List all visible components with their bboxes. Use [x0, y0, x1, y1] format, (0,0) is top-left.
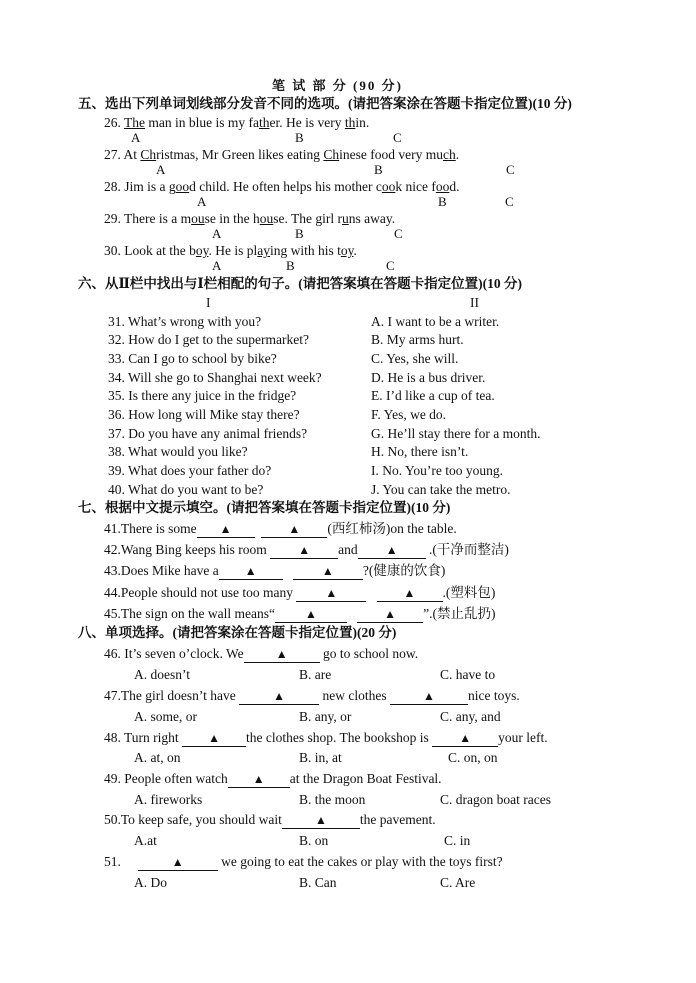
answer-blank[interactable]: ▲: [377, 587, 443, 602]
q51-option-c: C. Are: [440, 875, 476, 890]
q46-option-c: C. have to: [440, 667, 496, 682]
question-29: 29. There is a mouse in the house. The girl runs away.: [104, 211, 396, 226]
match-right-a: A. I want to be a writer.: [371, 314, 500, 329]
question-46: 46. It’s seven o’clock. We ▲ go to school now.: [104, 646, 419, 661]
match-left-31: 31. What’s wrong with you?: [108, 314, 262, 329]
match-right-i: I. No. You’re too young.: [371, 463, 504, 478]
q51-option-a: A. Do: [134, 875, 167, 890]
answer-blank[interactable]: ▲: [219, 565, 283, 580]
question-43: 43.Does Mike have a ▲ ▲ ?(健康的饮食): [104, 563, 446, 578]
q50-option-c: C. in: [444, 833, 471, 848]
match-left-37: 37. Do you have any animal friends?: [108, 426, 308, 441]
answer-blank[interactable]: ▲: [270, 544, 338, 559]
q29-label-b: B: [295, 226, 304, 241]
match-right-g: G. He’ll stay there for a month.: [371, 426, 541, 441]
q29-label-a: A: [212, 226, 222, 241]
answer-blank[interactable]: ▲: [293, 565, 363, 580]
answer-blank[interactable]: ▲: [197, 523, 255, 538]
question-44: 44.People should not use too many ▲ ▲ .(塑料包): [104, 585, 496, 600]
match-left-39: 39. What does your father do?: [108, 463, 272, 478]
match-left-34: 34. Will she go to Shanghai next week?: [108, 370, 322, 385]
section-5-heading: 五、选出下列单词划线部分发音不同的选项。(请把答案涂在答题卡指定位置)(10 分): [78, 96, 572, 111]
match-left-32: 32. How do I get to the supermarket?: [108, 332, 309, 347]
section-8-heading: 八、单项选择。(请把答案涂在答题卡指定位置)(20 分): [78, 625, 397, 640]
question-27: 27. At Christmas, Mr Green likes eating Chinese food very much.: [104, 147, 460, 162]
question-30: 30. Look at the boy. He is playing with his toy.: [104, 243, 357, 258]
match-left-38: 38. What would you like?: [108, 444, 248, 459]
question-26: 26. The man in blue is my father. He is very thin.: [104, 115, 370, 130]
q30-label-c: C: [386, 258, 395, 273]
question-48: 48. Turn right ▲ the clothes shop. The bookshop is ▲ your left.: [104, 730, 548, 745]
q47-option-b: B. any, or: [299, 709, 352, 724]
q29-label-c: C: [394, 226, 403, 241]
match-left-35: 35. Is there any juice in the fridge?: [108, 388, 297, 403]
q46-option-a: A. doesn’t: [134, 667, 190, 682]
q28-label-b: B: [438, 194, 447, 209]
q27-label-c: C: [506, 162, 515, 177]
match-left-40: 40. What do you want to be?: [108, 482, 264, 497]
question-49: 49. People often watch ▲ at the Dragon Boat Festival.: [104, 771, 442, 786]
match-right-e: E. I’d like a cup of tea.: [371, 388, 495, 403]
answer-blank[interactable]: ▲: [138, 856, 218, 871]
q30-label-a: A: [212, 258, 222, 273]
question-51: 51. ▲ we going to eat the cakes or play with the toys first?: [104, 854, 503, 869]
match-left-36: 36. How long will Mike stay there?: [108, 407, 300, 422]
match-right-c: C. Yes, she will.: [371, 351, 459, 366]
answer-blank[interactable]: ▲: [282, 814, 360, 829]
q28-label-c: C: [505, 194, 514, 209]
question-50: 50.To keep safe, you should wait ▲ the pavement.: [104, 812, 436, 827]
answer-blank[interactable]: ▲: [357, 608, 423, 623]
q30-label-b: B: [286, 258, 295, 273]
match-right-f: F. Yes, we do.: [371, 407, 447, 422]
section-7-heading: 七、根据中文提示填空。(请把答案填在答题卡指定位置)(10 分): [78, 500, 451, 515]
match-left-33: 33. Can I go to school by bike?: [108, 351, 277, 366]
question-42: 42.Wang Bing keeps his room ▲ and ▲ .(干净而整洁): [104, 542, 509, 557]
question-41: 41.There is some ▲ ▲ (西红柿汤)on the table.: [104, 521, 457, 536]
column-2-label: II: [470, 295, 479, 310]
q27-label-b: B: [374, 162, 383, 177]
answer-blank[interactable]: ▲: [228, 773, 290, 788]
q50-option-b: B. on: [299, 833, 329, 848]
match-right-b: B. My arms hurt.: [371, 332, 464, 347]
q48-option-b: B. in, at: [299, 750, 342, 765]
question-28: 28. Jim is a good child. He often helps his mother cook nice food.: [104, 179, 460, 194]
q49-option-b: B. the moon: [299, 792, 366, 807]
page-title: 笔 试 部 分 (90 分): [272, 78, 403, 93]
q49-option-a: A. fireworks: [134, 792, 203, 807]
answer-blank[interactable]: ▲: [390, 690, 468, 705]
answer-blank[interactable]: ▲: [358, 544, 426, 559]
q49-option-c: C. dragon boat races: [440, 792, 551, 807]
q26-label-b: B: [295, 130, 304, 145]
section-6-heading: 六、从Ⅱ栏中找出与Ⅰ栏相配的句子。(请把答案填在答题卡指定位置)(10 分): [78, 276, 523, 291]
q26-label-a: A: [131, 130, 141, 145]
q48-option-a: A. at, on: [134, 750, 181, 765]
q51-option-b: B. Can: [299, 875, 337, 890]
answer-blank[interactable]: ▲: [182, 732, 246, 747]
q27-label-a: A: [156, 162, 166, 177]
match-right-h: H. No, there isn’t.: [371, 444, 469, 459]
q47-option-a: A. some, or: [134, 709, 197, 724]
answer-blank[interactable]: ▲: [244, 648, 320, 663]
answer-blank[interactable]: ▲: [432, 732, 498, 747]
answer-blank[interactable]: ▲: [239, 690, 319, 705]
match-right-d: D. He is a bus driver.: [371, 370, 486, 385]
q48-option-c: C. on, on: [448, 750, 498, 765]
question-47: 47.The girl doesn’t have ▲ new clothes ▲ nice toys.: [104, 688, 520, 703]
column-1-label: I: [206, 295, 211, 310]
answer-blank[interactable]: ▲: [261, 523, 327, 538]
q28-label-a: A: [197, 194, 207, 209]
q50-option-a: A.at: [134, 833, 157, 848]
q46-option-b: B. are: [299, 667, 332, 682]
q26-label-c: C: [393, 130, 402, 145]
match-right-j: J. You can take the metro.: [371, 482, 511, 497]
answer-blank[interactable]: ▲: [296, 587, 366, 602]
q47-option-c: C. any, and: [440, 709, 501, 724]
question-45: 45.The sign on the wall means“ ▲ ▲ ”.(禁止乱扔): [104, 606, 496, 621]
answer-blank[interactable]: ▲: [275, 608, 347, 623]
